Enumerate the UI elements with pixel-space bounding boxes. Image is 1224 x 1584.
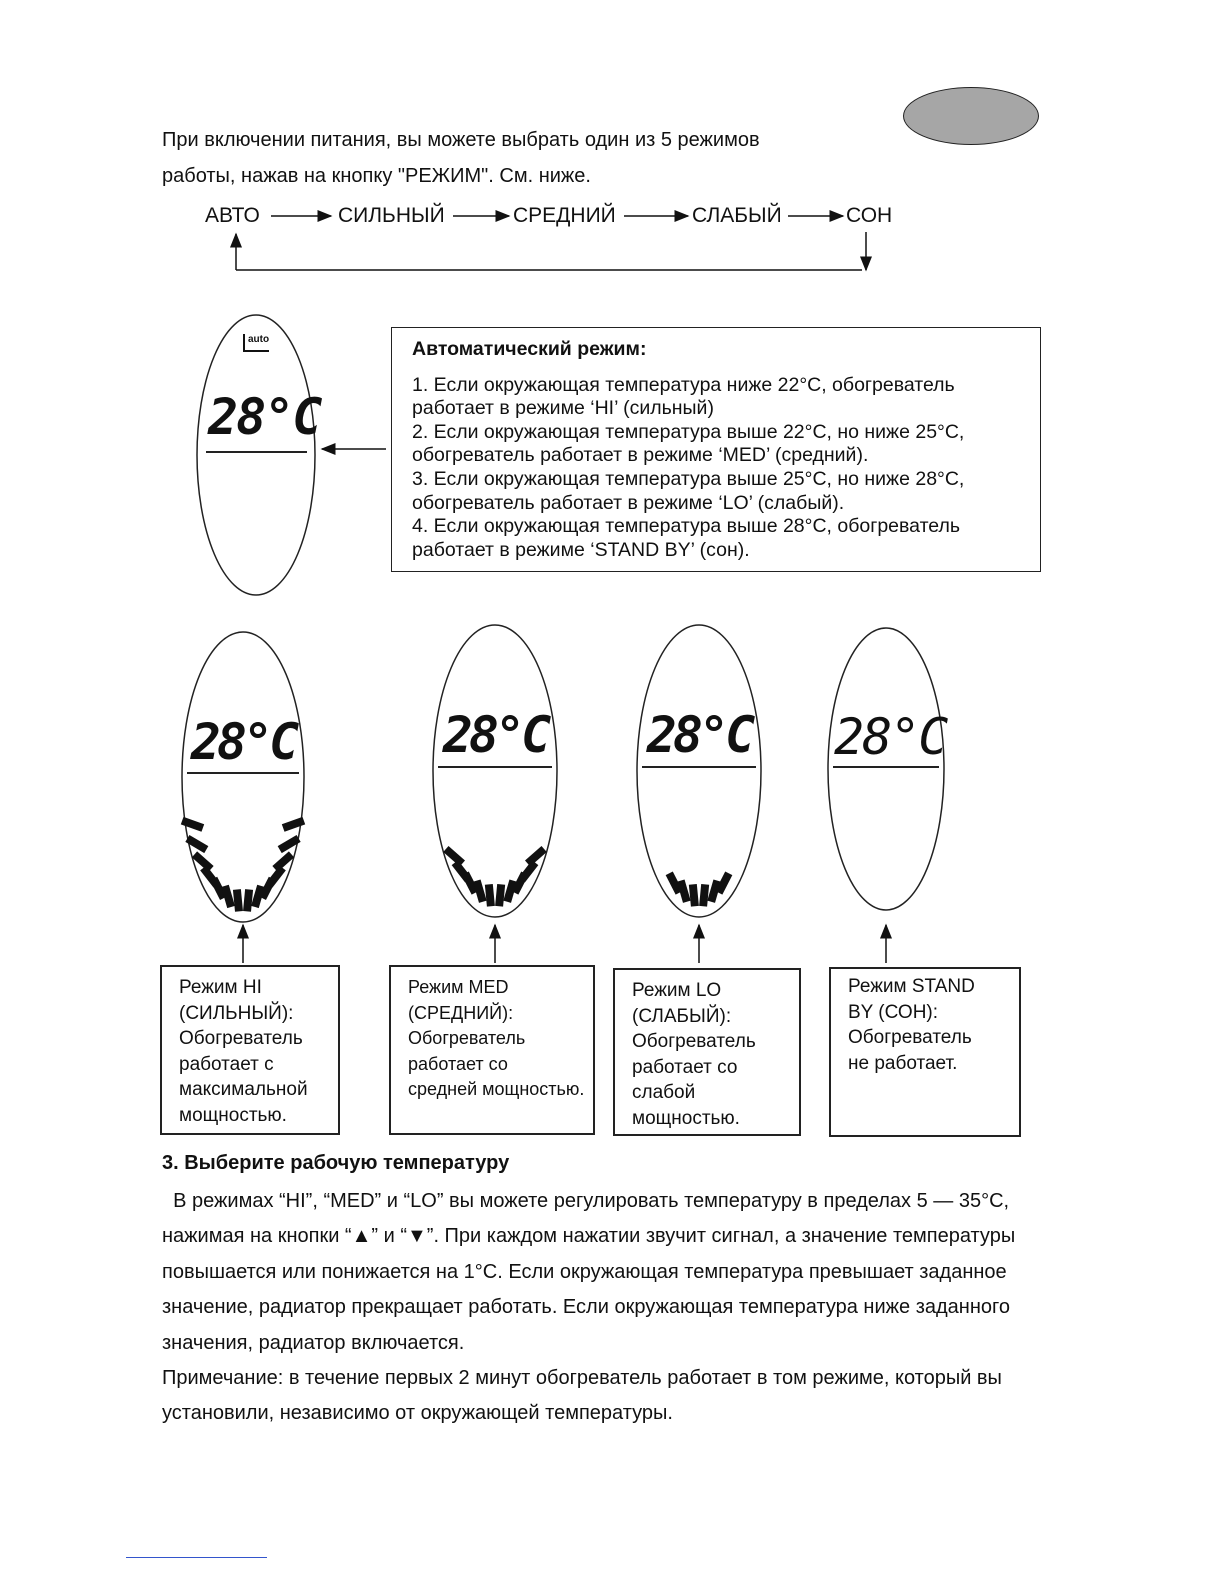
hi-display-temperature: 28°C — [190, 713, 296, 771]
auto-mode-line: 4. Если окружающая температура выше 28°C, обогреватель — [412, 515, 961, 538]
power-level-bar — [233, 889, 243, 912]
sequence-med: СРЕДНИЙ — [513, 204, 616, 227]
mode-med-line: работает со — [408, 1053, 508, 1074]
mode-display-oval — [433, 625, 557, 917]
power-level-bar — [181, 817, 204, 832]
section-3-line: В режимах “HI”, “MED” и “LO” вы можете регулировать температуру в пределах 5 — 35°C, — [162, 1190, 1010, 1212]
mode-standby-line: Обогреватель — [848, 1027, 972, 1048]
med-display-temperature: 28°C — [442, 706, 548, 764]
sequence-auto: АВТО — [205, 204, 260, 227]
section-3-title: 3. Выберите рабочую температуру — [162, 1152, 510, 1174]
auto-mode-line: 3. Если окружающая температура выше 25°C, но ниже 28°C, — [412, 467, 965, 490]
footer-rule — [126, 1557, 267, 1558]
mode-lo-line: Режим LO — [632, 980, 722, 1001]
mode-standby-line: Режим STAND — [848, 976, 975, 997]
power-level-bar — [495, 884, 505, 907]
auto-icon-label: auto — [248, 334, 270, 345]
sequence-hi: СИЛЬНЫЙ — [338, 204, 445, 227]
power-level-bar — [699, 884, 709, 907]
section-3-line: нажимая на кнопки “▲” и “▼”. При каждом нажатии звучит сигнал, а значение температуры — [162, 1225, 1016, 1248]
mode-lo-line: слабой — [632, 1082, 696, 1103]
mode-display-oval — [828, 628, 947, 910]
mode-med-line: средней мощностью. — [408, 1079, 585, 1099]
section-3-line: установили, независимо от окружающей температуры. — [162, 1402, 673, 1425]
section-3-line: Примечание: в течение первых 2 минут обогреватель работает в том режиме, который вы — [162, 1367, 1002, 1390]
mode-lo-line: (СЛАБЫЙ): — [632, 1005, 732, 1027]
section-3-line: значения, радиатор включается. — [162, 1331, 465, 1354]
intro-line-1: При включении питания, вы можете выбрать один из 5 режимов — [162, 129, 760, 151]
mode-hi-line: работает с — [179, 1053, 274, 1075]
power-level-bar — [485, 884, 495, 907]
mode-standby-line: не работает. — [848, 1052, 958, 1074]
mode-standby-box — [829, 967, 1021, 1137]
auto-mode-title: Автоматический режим: — [412, 338, 647, 360]
power-level-bar — [689, 884, 699, 907]
mode-hi-line: мощностью. — [179, 1104, 287, 1126]
power-level-bar — [282, 817, 305, 832]
mode-hi-line: Обогреватель — [179, 1028, 303, 1049]
mode-display-oval — [637, 625, 761, 917]
mode-med-box — [389, 965, 595, 1135]
sequence-sleep: СОН — [846, 204, 893, 227]
mode-med-line: Обогреватель — [408, 1028, 526, 1048]
mode-med-line: (СРЕДНИЙ): — [408, 1002, 514, 1023]
auto-mode-description — [391, 327, 1041, 572]
power-level-bar — [243, 889, 253, 912]
auto-mode-line: работает в режиме ‘STAND BY’ (сон). — [412, 538, 750, 561]
auto-mode-line: обогреватель работает в режиме ‘LO’ (слабый). — [412, 491, 845, 514]
intro-line-2: работы, нажав на кнопку "РЕЖИМ". См. ниже. — [162, 165, 591, 187]
mode-med-line: Режим MED — [408, 977, 509, 997]
mode-hi-line: Режим HI — [179, 977, 262, 998]
auto-mode-line: 2. Если окружающая температура выше 22°C, но ниже 25°C, — [412, 420, 965, 443]
mode-displays — [0, 620, 1224, 970]
section-3-line: повышается или понижается на 1°C. Если окружающая температура превышает заданное — [162, 1260, 1007, 1283]
mode-standby-line: BY (СОН): — [848, 1001, 939, 1023]
sequence-lo: СЛАБЫЙ — [692, 204, 782, 227]
mode-lo-box — [613, 968, 801, 1136]
auto-mode-line: 1. Если окружающая температура ниже 22°C, обогреватель — [412, 373, 955, 396]
auto-mode-line: работает в режиме ‘HI’ (сильный) — [412, 397, 714, 420]
auto-mode-line: обогреватель работает в режиме ‘MED’ (средний). — [412, 444, 869, 467]
auto-display-oval — [197, 315, 321, 595]
mode-lo-line: Обогреватель — [632, 1031, 756, 1052]
section-3-text — [162, 1184, 1122, 1432]
mode-lo-line: работает со — [632, 1056, 738, 1078]
mode-lo-line: мощностью. — [632, 1107, 740, 1129]
auto-mode-icon — [243, 334, 269, 352]
mode-hi-box — [160, 965, 340, 1135]
mode-hi-line: максимальной — [179, 1079, 308, 1100]
mode-display-oval — [182, 632, 304, 922]
lo-display-temperature: 28°C — [646, 706, 752, 764]
mode-hi-line: (СИЛЬНЫЙ): — [179, 1002, 294, 1024]
auto-display-temperature: 28°C — [208, 388, 321, 446]
standby-display-temperature: 28°C — [834, 708, 947, 766]
section-3-line: значение, радиатор прекращает работать. Если окружающая температура ниже заданного — [162, 1296, 1010, 1319]
